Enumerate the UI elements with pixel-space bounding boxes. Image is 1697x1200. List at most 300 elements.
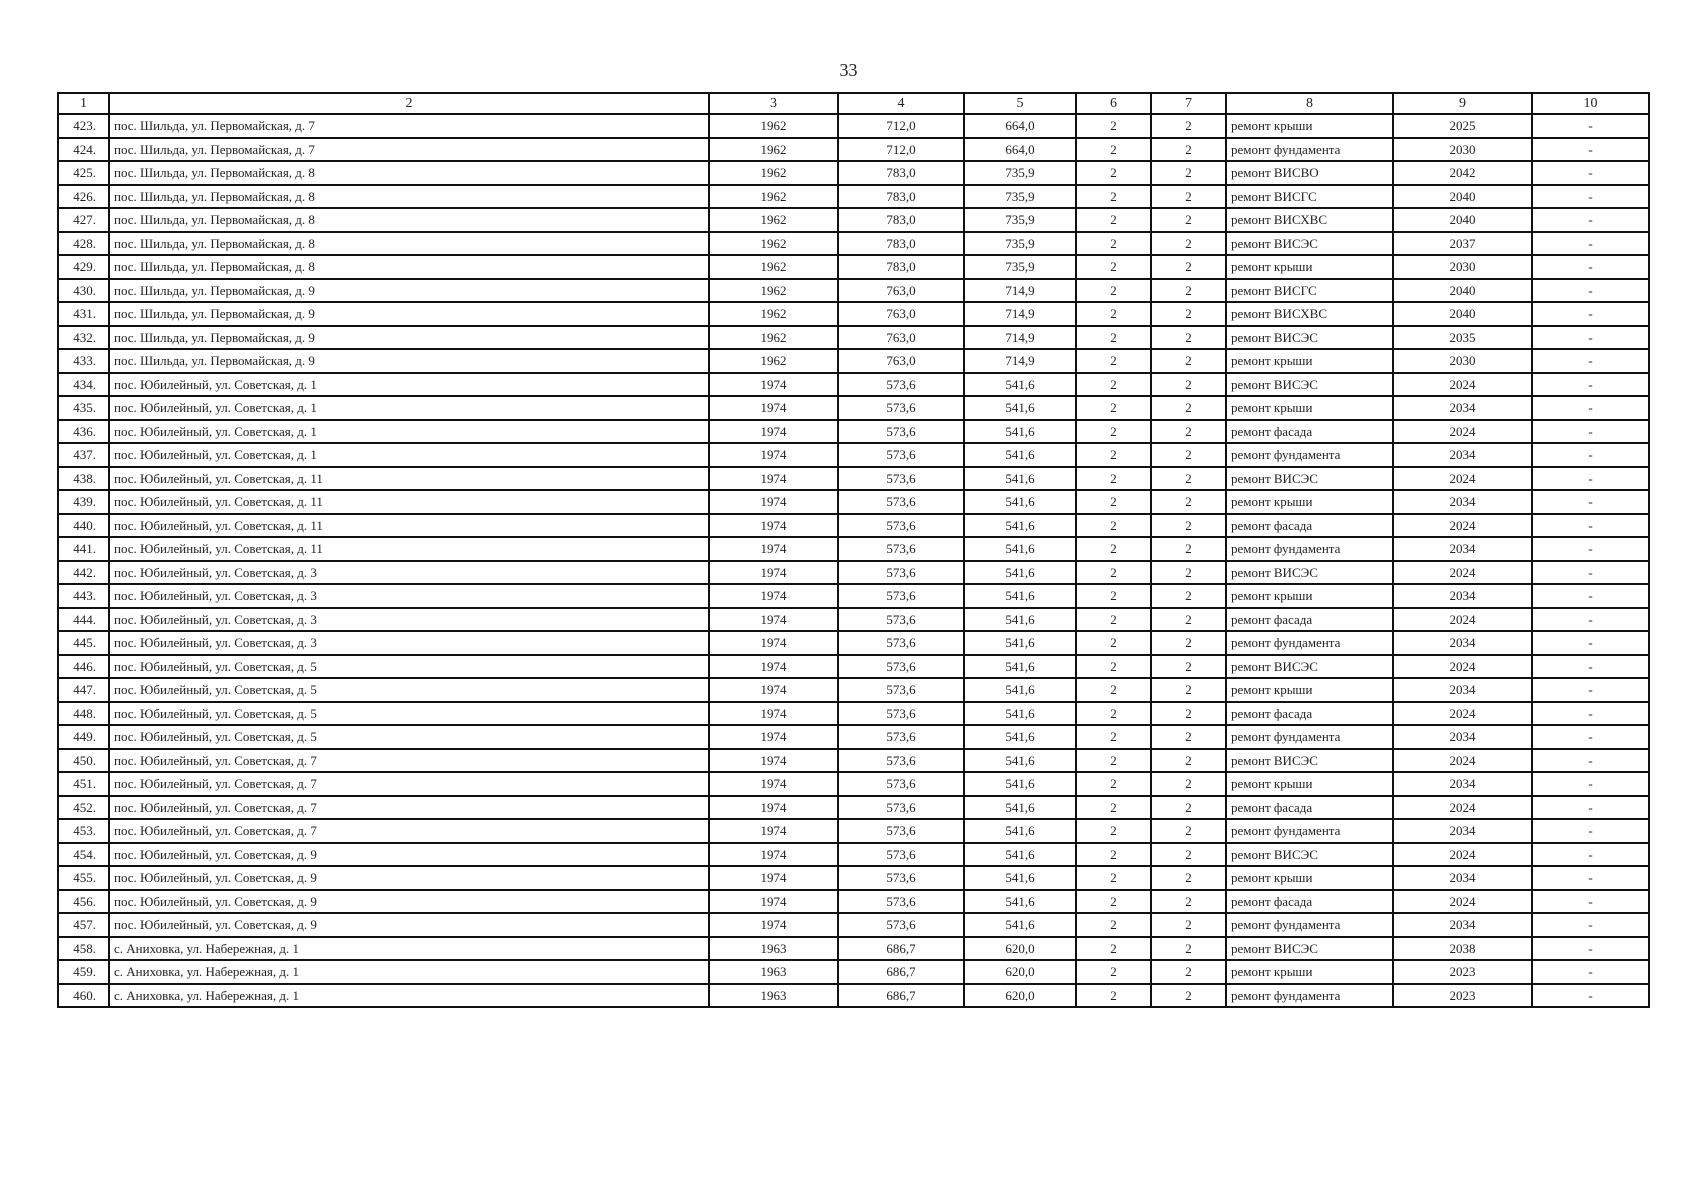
planned-year-cell: 2024 [1393, 796, 1532, 820]
row-number-cell: 429. [58, 255, 109, 279]
table-row [58, 984, 1649, 1008]
total-area-cell: 573,6 [838, 749, 964, 773]
total-area-cell: 573,6 [838, 561, 964, 585]
year-cell: 1974 [709, 843, 838, 867]
year-cell: 1974 [709, 725, 838, 749]
planned-year-cell: 2024 [1393, 467, 1532, 491]
living-area-cell: 541,6 [964, 467, 1076, 491]
address-cell: пос. Юбилейный, ул. Советская, д. 1 [109, 396, 709, 420]
col7-cell: 2 [1151, 326, 1226, 350]
col6-cell: 2 [1076, 772, 1151, 796]
col7-cell: 2 [1151, 373, 1226, 397]
total-area-cell: 783,0 [838, 208, 964, 232]
work-type-cell: ремонт фундамента [1226, 725, 1393, 749]
col7-cell: 2 [1151, 279, 1226, 303]
work-type-cell: ремонт крыши [1226, 349, 1393, 373]
row-number-cell: 443. [58, 584, 109, 608]
col10-cell: - [1532, 490, 1649, 514]
year-cell: 1974 [709, 420, 838, 444]
planned-year-cell: 2034 [1393, 678, 1532, 702]
table-row [58, 302, 1649, 326]
page-number: 33 [839, 60, 858, 80]
row-number-cell: 448. [58, 702, 109, 726]
row-number-cell: 454. [58, 843, 109, 867]
planned-year-cell: 2024 [1393, 420, 1532, 444]
year-cell: 1974 [709, 796, 838, 820]
table-row [58, 702, 1649, 726]
total-area-cell: 573,6 [838, 702, 964, 726]
table-row [58, 819, 1649, 843]
row-number-cell: 426. [58, 185, 109, 209]
work-type-cell: ремонт крыши [1226, 866, 1393, 890]
year-cell: 1962 [709, 326, 838, 350]
total-area-cell: 573,6 [838, 537, 964, 561]
work-type-cell: ремонт фундамента [1226, 913, 1393, 937]
col7-cell: 2 [1151, 772, 1226, 796]
row-number-cell: 438. [58, 467, 109, 491]
col10-cell: - [1532, 819, 1649, 843]
table-row [58, 913, 1649, 937]
work-type-cell: ремонт фасада [1226, 702, 1393, 726]
planned-year-cell: 2024 [1393, 890, 1532, 914]
planned-year-cell: 2034 [1393, 490, 1532, 514]
total-area-cell: 686,7 [838, 937, 964, 961]
col10-cell: - [1532, 467, 1649, 491]
column-header: 3 [709, 93, 838, 114]
work-type-cell: ремонт фундамента [1226, 443, 1393, 467]
total-area-cell: 783,0 [838, 232, 964, 256]
total-area-cell: 573,6 [838, 725, 964, 749]
planned-year-cell: 2030 [1393, 138, 1532, 162]
table-row [58, 890, 1649, 914]
col6-cell: 2 [1076, 960, 1151, 984]
col7-cell: 2 [1151, 984, 1226, 1008]
address-cell: пос. Юбилейный, ул. Советская, д. 11 [109, 490, 709, 514]
year-cell: 1974 [709, 514, 838, 538]
col10-cell: - [1532, 796, 1649, 820]
column-header: 4 [838, 93, 964, 114]
col10-cell: - [1532, 396, 1649, 420]
table-row [58, 678, 1649, 702]
work-type-cell: ремонт ВИСХВС [1226, 302, 1393, 326]
address-cell: пос. Шильда, ул. Первомайская, д. 9 [109, 279, 709, 303]
table-row [58, 584, 1649, 608]
col10-cell: - [1532, 608, 1649, 632]
col7-cell: 2 [1151, 161, 1226, 185]
work-type-cell: ремонт ВИСЭС [1226, 373, 1393, 397]
total-area-cell: 573,6 [838, 631, 964, 655]
col10-cell: - [1532, 537, 1649, 561]
table-row [58, 279, 1649, 303]
table-row [58, 185, 1649, 209]
total-area-cell: 573,6 [838, 913, 964, 937]
col10-cell: - [1532, 349, 1649, 373]
row-number-cell: 450. [58, 749, 109, 773]
address-cell: пос. Шильда, ул. Первомайская, д. 8 [109, 161, 709, 185]
year-cell: 1963 [709, 960, 838, 984]
work-type-cell: ремонт фундамента [1226, 138, 1393, 162]
living-area-cell: 714,9 [964, 279, 1076, 303]
planned-year-cell: 2024 [1393, 843, 1532, 867]
living-area-cell: 714,9 [964, 302, 1076, 326]
table-row [58, 396, 1649, 420]
address-cell: пос. Шильда, ул. Первомайская, д. 9 [109, 302, 709, 326]
table-row [58, 725, 1649, 749]
col7-cell: 2 [1151, 537, 1226, 561]
col10-cell: - [1532, 702, 1649, 726]
planned-year-cell: 2034 [1393, 537, 1532, 561]
col6-cell: 2 [1076, 255, 1151, 279]
work-type-cell: ремонт крыши [1226, 490, 1393, 514]
planned-year-cell: 2034 [1393, 584, 1532, 608]
work-type-cell: ремонт крыши [1226, 114, 1393, 138]
col10-cell: - [1532, 561, 1649, 585]
table-row [58, 467, 1649, 491]
table-row [58, 631, 1649, 655]
work-type-cell: ремонт крыши [1226, 255, 1393, 279]
col6-cell: 2 [1076, 843, 1151, 867]
address-cell: пос. Юбилейный, ул. Советская, д. 7 [109, 749, 709, 773]
total-area-cell: 573,6 [838, 655, 964, 679]
year-cell: 1974 [709, 772, 838, 796]
row-number-cell: 447. [58, 678, 109, 702]
total-area-cell: 573,6 [838, 514, 964, 538]
planned-year-cell: 2034 [1393, 725, 1532, 749]
row-number-cell: 423. [58, 114, 109, 138]
col6-cell: 2 [1076, 913, 1151, 937]
table-row [58, 114, 1649, 138]
column-header: 10 [1532, 93, 1649, 114]
living-area-cell: 541,6 [964, 490, 1076, 514]
work-type-cell: ремонт крыши [1226, 960, 1393, 984]
col7-cell: 2 [1151, 584, 1226, 608]
table-row [58, 443, 1649, 467]
row-number-cell: 441. [58, 537, 109, 561]
living-area-cell: 541,6 [964, 890, 1076, 914]
col10-cell: - [1532, 232, 1649, 256]
planned-year-cell: 2024 [1393, 514, 1532, 538]
table-row [58, 537, 1649, 561]
living-area-cell: 541,6 [964, 655, 1076, 679]
living-area-cell: 664,0 [964, 114, 1076, 138]
work-type-cell: ремонт крыши [1226, 584, 1393, 608]
address-cell: пос. Юбилейный, ул. Советская, д. 3 [109, 561, 709, 585]
column-header: 8 [1226, 93, 1393, 114]
col6-cell: 2 [1076, 302, 1151, 326]
col10-cell: - [1532, 913, 1649, 937]
table-row [58, 232, 1649, 256]
col6-cell: 2 [1076, 114, 1151, 138]
table-row [58, 420, 1649, 444]
work-type-cell: ремонт крыши [1226, 396, 1393, 420]
col7-cell: 2 [1151, 255, 1226, 279]
address-cell: пос. Юбилейный, ул. Советская, д. 11 [109, 514, 709, 538]
planned-year-cell: 2037 [1393, 232, 1532, 256]
row-number-cell: 427. [58, 208, 109, 232]
work-type-cell: ремонт ВИСГС [1226, 279, 1393, 303]
living-area-cell: 541,6 [964, 608, 1076, 632]
column-header: 6 [1076, 93, 1151, 114]
col7-cell: 2 [1151, 819, 1226, 843]
col10-cell: - [1532, 725, 1649, 749]
col6-cell: 2 [1076, 443, 1151, 467]
address-cell: пос. Шильда, ул. Первомайская, д. 8 [109, 255, 709, 279]
col6-cell: 2 [1076, 420, 1151, 444]
living-area-cell: 541,6 [964, 866, 1076, 890]
col6-cell: 2 [1076, 984, 1151, 1008]
planned-year-cell: 2034 [1393, 772, 1532, 796]
row-number-cell: 436. [58, 420, 109, 444]
year-cell: 1974 [709, 467, 838, 491]
work-type-cell: ремонт фундамента [1226, 537, 1393, 561]
total-area-cell: 573,6 [838, 819, 964, 843]
year-cell: 1974 [709, 373, 838, 397]
table-row [58, 655, 1649, 679]
table-row [58, 796, 1649, 820]
year-cell: 1962 [709, 255, 838, 279]
table-row [58, 161, 1649, 185]
living-area-cell: 541,6 [964, 561, 1076, 585]
col6-cell: 2 [1076, 208, 1151, 232]
col10-cell: - [1532, 631, 1649, 655]
total-area-cell: 712,0 [838, 138, 964, 162]
col10-cell: - [1532, 138, 1649, 162]
address-cell: пос. Юбилейный, ул. Советская, д. 7 [109, 772, 709, 796]
total-area-cell: 573,6 [838, 420, 964, 444]
living-area-cell: 541,6 [964, 749, 1076, 773]
address-cell: пос. Юбилейный, ул. Советская, д. 9 [109, 843, 709, 867]
row-number-cell: 445. [58, 631, 109, 655]
planned-year-cell: 2034 [1393, 443, 1532, 467]
living-area-cell: 541,6 [964, 678, 1076, 702]
planned-year-cell: 2040 [1393, 279, 1532, 303]
living-area-cell: 541,6 [964, 443, 1076, 467]
row-number-cell: 455. [58, 866, 109, 890]
planned-year-cell: 2034 [1393, 396, 1532, 420]
planned-year-cell: 2038 [1393, 937, 1532, 961]
planned-year-cell: 2034 [1393, 913, 1532, 937]
address-cell: пос. Юбилейный, ул. Советская, д. 7 [109, 819, 709, 843]
year-cell: 1962 [709, 232, 838, 256]
address-cell: пос. Юбилейный, ул. Советская, д. 3 [109, 608, 709, 632]
living-area-cell: 735,9 [964, 208, 1076, 232]
address-cell: пос. Юбилейный, ул. Советская, д. 7 [109, 796, 709, 820]
address-cell: с. Аниховка, ул. Набережная, д. 1 [109, 960, 709, 984]
address-cell: пос. Юбилейный, ул. Советская, д. 1 [109, 443, 709, 467]
col6-cell: 2 [1076, 467, 1151, 491]
column-header: 5 [964, 93, 1076, 114]
total-area-cell: 573,6 [838, 396, 964, 420]
work-type-cell: ремонт ВИСХВС [1226, 208, 1393, 232]
col6-cell: 2 [1076, 232, 1151, 256]
col7-cell: 2 [1151, 349, 1226, 373]
table-row [58, 514, 1649, 538]
col10-cell: - [1532, 279, 1649, 303]
planned-year-cell: 2030 [1393, 255, 1532, 279]
year-cell: 1963 [709, 937, 838, 961]
col10-cell: - [1532, 114, 1649, 138]
col10-cell: - [1532, 185, 1649, 209]
work-type-cell: ремонт ВИСЭС [1226, 655, 1393, 679]
total-area-cell: 783,0 [838, 161, 964, 185]
year-cell: 1974 [709, 608, 838, 632]
row-number-cell: 442. [58, 561, 109, 585]
col6-cell: 2 [1076, 161, 1151, 185]
total-area-cell: 573,6 [838, 490, 964, 514]
col6-cell: 2 [1076, 796, 1151, 820]
living-area-cell: 541,6 [964, 819, 1076, 843]
planned-year-cell: 2042 [1393, 161, 1532, 185]
col6-cell: 2 [1076, 584, 1151, 608]
address-cell: пос. Юбилейный, ул. Советская, д. 3 [109, 584, 709, 608]
col6-cell: 2 [1076, 537, 1151, 561]
col7-cell: 2 [1151, 890, 1226, 914]
column-header: 9 [1393, 93, 1532, 114]
year-cell: 1962 [709, 279, 838, 303]
col7-cell: 2 [1151, 749, 1226, 773]
col6-cell: 2 [1076, 138, 1151, 162]
col7-cell: 2 [1151, 467, 1226, 491]
planned-year-cell: 2034 [1393, 631, 1532, 655]
table-row [58, 960, 1649, 984]
address-cell: с. Аниховка, ул. Набережная, д. 1 [109, 984, 709, 1008]
living-area-cell: 541,6 [964, 702, 1076, 726]
planned-year-cell: 2024 [1393, 608, 1532, 632]
planned-year-cell: 2034 [1393, 866, 1532, 890]
work-type-cell: ремонт ВИСЭС [1226, 937, 1393, 961]
table-row [58, 937, 1649, 961]
table-row [58, 208, 1649, 232]
col6-cell: 2 [1076, 396, 1151, 420]
living-area-cell: 664,0 [964, 138, 1076, 162]
col7-cell: 2 [1151, 561, 1226, 585]
year-cell: 1974 [709, 678, 838, 702]
year-cell: 1962 [709, 138, 838, 162]
year-cell: 1974 [709, 819, 838, 843]
work-type-cell: ремонт фасада [1226, 608, 1393, 632]
total-area-cell: 573,6 [838, 467, 964, 491]
work-type-cell: ремонт ВИСЭС [1226, 232, 1393, 256]
col10-cell: - [1532, 420, 1649, 444]
col6-cell: 2 [1076, 725, 1151, 749]
row-number-cell: 453. [58, 819, 109, 843]
planned-year-cell: 2034 [1393, 819, 1532, 843]
col6-cell: 2 [1076, 678, 1151, 702]
col7-cell: 2 [1151, 937, 1226, 961]
col10-cell: - [1532, 373, 1649, 397]
row-number-cell: 425. [58, 161, 109, 185]
year-cell: 1962 [709, 302, 838, 326]
col10-cell: - [1532, 866, 1649, 890]
row-number-cell: 430. [58, 279, 109, 303]
total-area-cell: 783,0 [838, 255, 964, 279]
planned-year-cell: 2035 [1393, 326, 1532, 350]
table-row [58, 608, 1649, 632]
col6-cell: 2 [1076, 937, 1151, 961]
address-cell: пос. Шильда, ул. Первомайская, д. 8 [109, 232, 709, 256]
address-cell: пос. Юбилейный, ул. Советская, д. 1 [109, 420, 709, 444]
col7-cell: 2 [1151, 232, 1226, 256]
table-row [58, 749, 1649, 773]
row-number-cell: 433. [58, 349, 109, 373]
living-area-cell: 541,6 [964, 796, 1076, 820]
total-area-cell: 763,0 [838, 279, 964, 303]
col10-cell: - [1532, 326, 1649, 350]
planned-year-cell: 2024 [1393, 373, 1532, 397]
year-cell: 1974 [709, 702, 838, 726]
table-row [58, 349, 1649, 373]
work-type-cell: ремонт фасада [1226, 890, 1393, 914]
col7-cell: 2 [1151, 208, 1226, 232]
column-header: 7 [1151, 93, 1226, 114]
work-type-cell: ремонт ВИСЭС [1226, 326, 1393, 350]
col10-cell: - [1532, 890, 1649, 914]
row-number-cell: 452. [58, 796, 109, 820]
living-area-cell: 735,9 [964, 232, 1076, 256]
planned-year-cell: 2024 [1393, 749, 1532, 773]
year-cell: 1974 [709, 913, 838, 937]
row-number-cell: 449. [58, 725, 109, 749]
address-cell: пос. Юбилейный, ул. Советская, д. 5 [109, 725, 709, 749]
living-area-cell: 541,6 [964, 725, 1076, 749]
row-number-cell: 458. [58, 937, 109, 961]
col6-cell: 2 [1076, 866, 1151, 890]
col7-cell: 2 [1151, 114, 1226, 138]
address-cell: пос. Юбилейный, ул. Советская, д. 1 [109, 373, 709, 397]
col10-cell: - [1532, 678, 1649, 702]
address-cell: пос. Юбилейный, ул. Советская, д. 11 [109, 467, 709, 491]
total-area-cell: 712,0 [838, 114, 964, 138]
col7-cell: 2 [1151, 960, 1226, 984]
col7-cell: 2 [1151, 138, 1226, 162]
year-cell: 1974 [709, 866, 838, 890]
row-number-cell: 437. [58, 443, 109, 467]
col6-cell: 2 [1076, 749, 1151, 773]
living-area-cell: 735,9 [964, 185, 1076, 209]
living-area-cell: 541,6 [964, 373, 1076, 397]
year-cell: 1974 [709, 749, 838, 773]
row-number-cell: 459. [58, 960, 109, 984]
col7-cell: 2 [1151, 631, 1226, 655]
total-area-cell: 573,6 [838, 373, 964, 397]
work-type-cell: ремонт ВИСЭС [1226, 749, 1393, 773]
table-row [58, 772, 1649, 796]
col10-cell: - [1532, 584, 1649, 608]
col6-cell: 2 [1076, 490, 1151, 514]
year-cell: 1962 [709, 349, 838, 373]
row-number-cell: 432. [58, 326, 109, 350]
work-type-cell: ремонт крыши [1226, 678, 1393, 702]
address-cell: пос. Шильда, ул. Первомайская, д. 8 [109, 185, 709, 209]
work-type-cell: ремонт ВИСЭС [1226, 843, 1393, 867]
work-type-cell: ремонт фасада [1226, 420, 1393, 444]
col7-cell: 2 [1151, 796, 1226, 820]
col6-cell: 2 [1076, 561, 1151, 585]
col10-cell: - [1532, 937, 1649, 961]
living-area-cell: 541,6 [964, 584, 1076, 608]
total-area-cell: 763,0 [838, 326, 964, 350]
col7-cell: 2 [1151, 843, 1226, 867]
living-area-cell: 735,9 [964, 161, 1076, 185]
work-type-cell: ремонт ВИСЭС [1226, 467, 1393, 491]
col6-cell: 2 [1076, 279, 1151, 303]
work-type-cell: ремонт ВИСГС [1226, 185, 1393, 209]
planned-year-cell: 2023 [1393, 960, 1532, 984]
work-type-cell: ремонт ВИСЭС [1226, 561, 1393, 585]
total-area-cell: 573,6 [838, 678, 964, 702]
work-type-cell: ремонт ВИСВО [1226, 161, 1393, 185]
col7-cell: 2 [1151, 302, 1226, 326]
